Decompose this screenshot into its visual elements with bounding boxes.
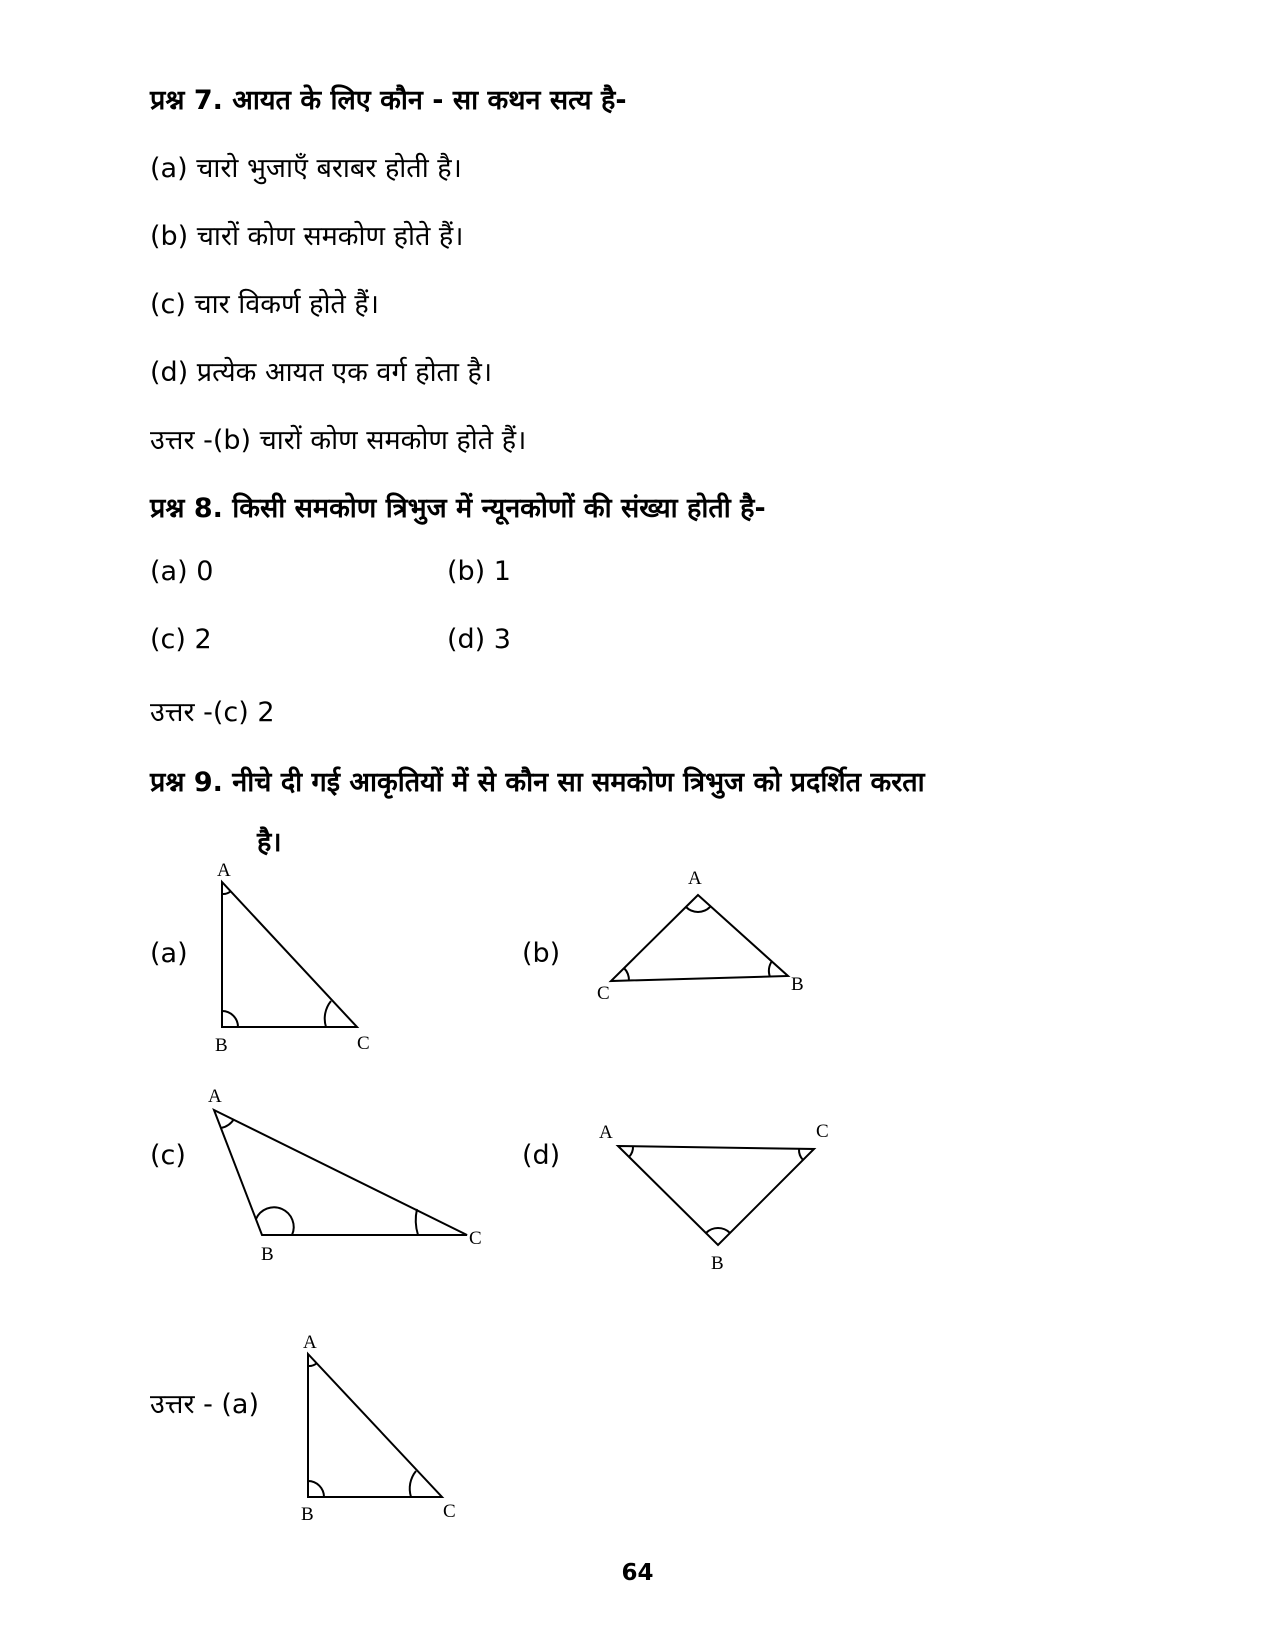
q7-option-c: (c) चार विकर्ण होते हैं।	[150, 289, 379, 320]
vertex-label-b: B	[711, 1253, 724, 1274]
q9-option-a-label: (a)	[150, 938, 188, 969]
q9-option-d-label: (d)	[522, 1140, 561, 1171]
vertex-label-a: A	[303, 1332, 317, 1353]
q8-option-d: (d) 3	[447, 624, 511, 655]
q9-answer-label: उत्तर - (a)	[150, 1389, 260, 1420]
vertex-label-a: A	[599, 1122, 613, 1143]
vertex-label-a: A	[688, 868, 702, 889]
page-number: 64	[621, 1560, 654, 1586]
vertex-label-c: C	[357, 1033, 370, 1054]
vertex-label-c: C	[469, 1228, 482, 1249]
answer-triangle	[308, 1354, 442, 1497]
vertex-label-b: B	[791, 974, 804, 995]
q8-answer: उत्तर -(c) 2	[150, 697, 275, 728]
q8-option-c: (c) 2	[150, 624, 212, 655]
vertex-label-b: B	[301, 1504, 314, 1525]
q7-option-b: (b) चारों कोण समकोण होते हैं।	[150, 221, 464, 252]
vertex-label-b: B	[215, 1035, 228, 1056]
vertex-label-c: C	[816, 1121, 829, 1142]
q8-option-a: (a) 0	[150, 556, 214, 587]
q7-option-d: (d) प्रत्येक आयत एक वर्ग होता है।	[150, 357, 493, 388]
q9-option-c-label: (c)	[150, 1140, 186, 1171]
vertex-label-b: B	[261, 1244, 274, 1265]
vertex-label-a: A	[217, 860, 231, 881]
triangle-a	[222, 882, 357, 1027]
q9-option-b-label: (b)	[522, 938, 561, 969]
q7-option-a: (a) चारो भुजाएँ बराबर होती है।	[150, 153, 462, 184]
triangle-b	[611, 895, 788, 981]
question-9: प्रश्न 9. नीचे दी गई आकृतियों में से कौन सा समकोण त्रिभुज को प्रदर्शित करता	[150, 767, 925, 798]
question-9-continued: है।	[257, 827, 282, 858]
vertex-label-a: A	[208, 1086, 222, 1107]
vertex-label-c: C	[443, 1501, 456, 1522]
question-7: प्रश्न 7. आयत के लिए कौन - सा कथन सत्य है-	[150, 85, 627, 116]
question-8: प्रश्न 8. किसी समकोण त्रिभुज में न्यूनकोणों की संख्या होती है-	[150, 493, 766, 524]
q8-option-b: (b) 1	[447, 556, 511, 587]
triangle-d	[618, 1146, 814, 1245]
q7-answer: उत्तर -(b) चारों कोण समकोण होते हैं।	[150, 425, 527, 456]
triangle-c	[214, 1110, 467, 1235]
vertex-label-c: C	[597, 983, 610, 1004]
